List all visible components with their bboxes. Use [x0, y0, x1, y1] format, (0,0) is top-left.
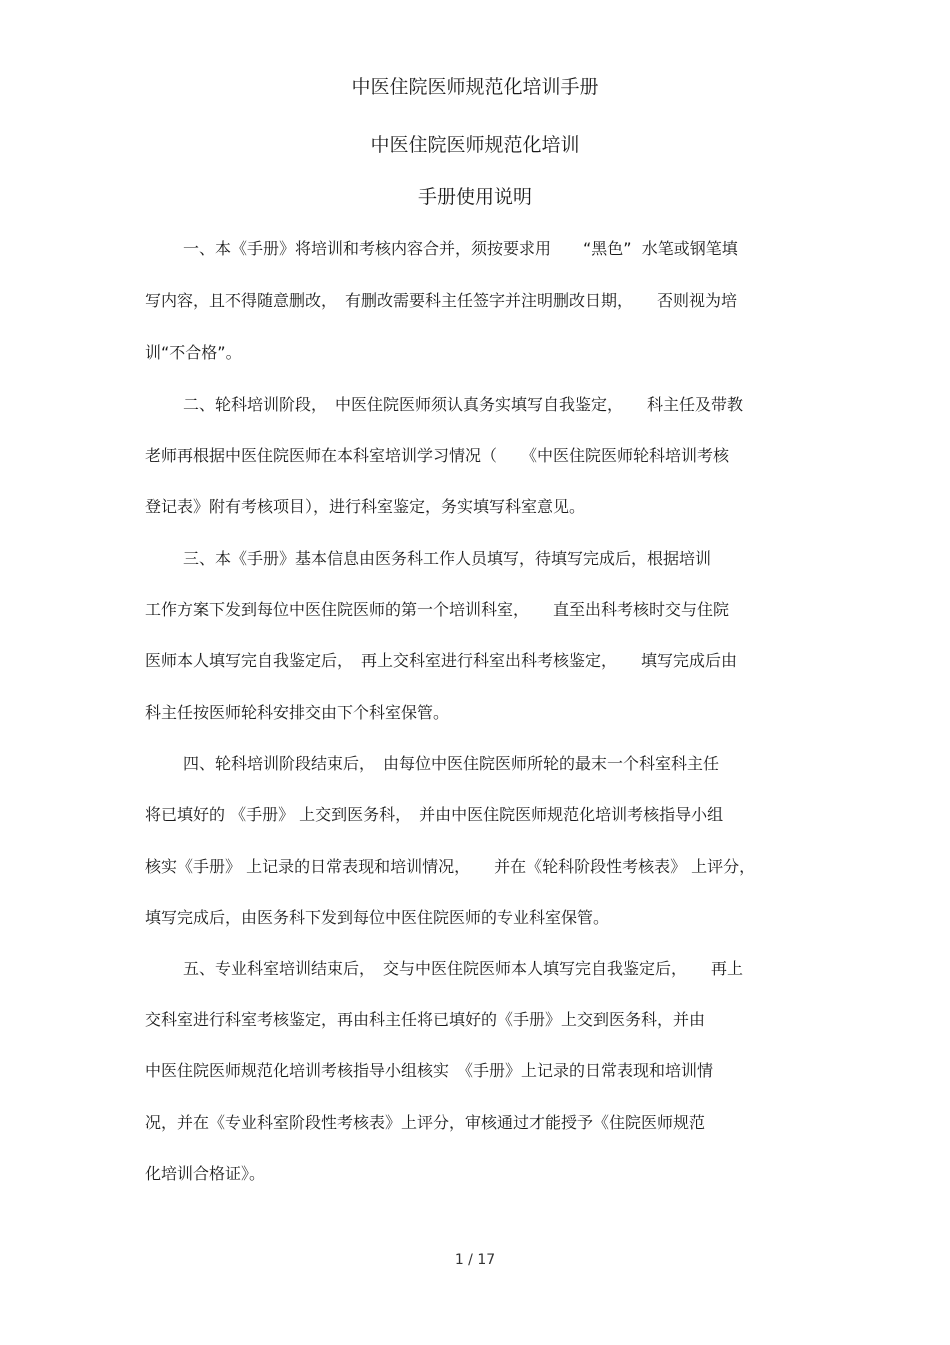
document-title: 中医住院医师规范化培训手册 — [351, 76, 599, 98]
section-title: 手册使用说明 — [417, 186, 532, 208]
paragraph-3-line-4: 科主任按医师轮科安排交由下个科室保管。 — [145, 703, 450, 722]
paragraph-3-line-2: 工作方案下发到每位中医住院医师的第一个培训科室， 直至出科考核时交与住院 — [145, 600, 730, 619]
paragraph-4-line-1: 四、轮科培训阶段结束后， 由每位中医住院医师所轮的最末一个科室科主任 — [183, 754, 720, 773]
page-number: 1 / 17 — [454, 1252, 496, 1268]
paragraph-1-line-1: 一、本《手册》将培训和考核内容合并，须按要求用 “黑色” 水笔或钢笔填 — [183, 239, 738, 258]
paragraph-4-line-2: 将已填好的 《手册》 上交到医务科， 并由中医住院医师规范化培训考核指导小组 — [145, 805, 724, 824]
paragraph-3-line-1: 三、本《手册》基本信息由医务科工作人员填写，待填写完成后，根据培训 — [183, 549, 712, 568]
paragraph-1-line-2: 写内容，且不得随意删改， 有删改需要科主任签字并注明删改日期， 否则视为培 — [145, 291, 738, 310]
paragraph-5-line-1: 五、专业科室培训结束后， 交与中医住院医师本人填写完自我鉴定后， 再上 — [183, 959, 744, 978]
paragraph-5-line-5: 化培训合格证》。 — [145, 1164, 266, 1183]
paragraph-3-line-3: 医师本人填写完自我鉴定后， 再上交科室进行科室出科考核鉴定， 填写完成后由 — [145, 651, 738, 670]
document-subtitle: 中医住院医师规范化培训 — [370, 134, 580, 156]
paragraph-2-line-1: 二、轮科培训阶段， 中医住院医师须认真务实填写自我鉴定， 科主任及带教 — [183, 395, 744, 414]
paragraph-4-line-4: 填写完成后，由医务科下发到每位中医住院医师的专业科室保管。 — [145, 908, 610, 927]
paragraph-5-line-4: 况，并在《专业科室阶段性考核表》上评分，审核通过才能授予《住院医师规范 — [145, 1113, 706, 1132]
paragraph-5-line-3: 中医住院医师规范化培训考核指导小组核实 《手册》上记录的日常表现和培训情 — [145, 1061, 714, 1080]
paragraph-2-line-2: 老师再根据中医住院医师在本科室培训学习情况（ 《中医住院医师轮科培训考核 — [145, 446, 730, 465]
paragraph-1-line-3: 训“不合格”。 — [145, 343, 242, 362]
paragraph-4-line-3: 核实《手册》 上记录的日常表现和培训情况， 并在《轮科阶段性考核表》 上评分， — [145, 857, 756, 876]
paragraph-2-line-3: 登记表》附有考核项目），进行科室鉴定，务实填写科室意见。 — [145, 497, 586, 516]
paragraph-5-line-2: 交科室进行科室考核鉴定，再由科主任将已填好的《手册》上交到医务科，并由 — [145, 1010, 706, 1029]
